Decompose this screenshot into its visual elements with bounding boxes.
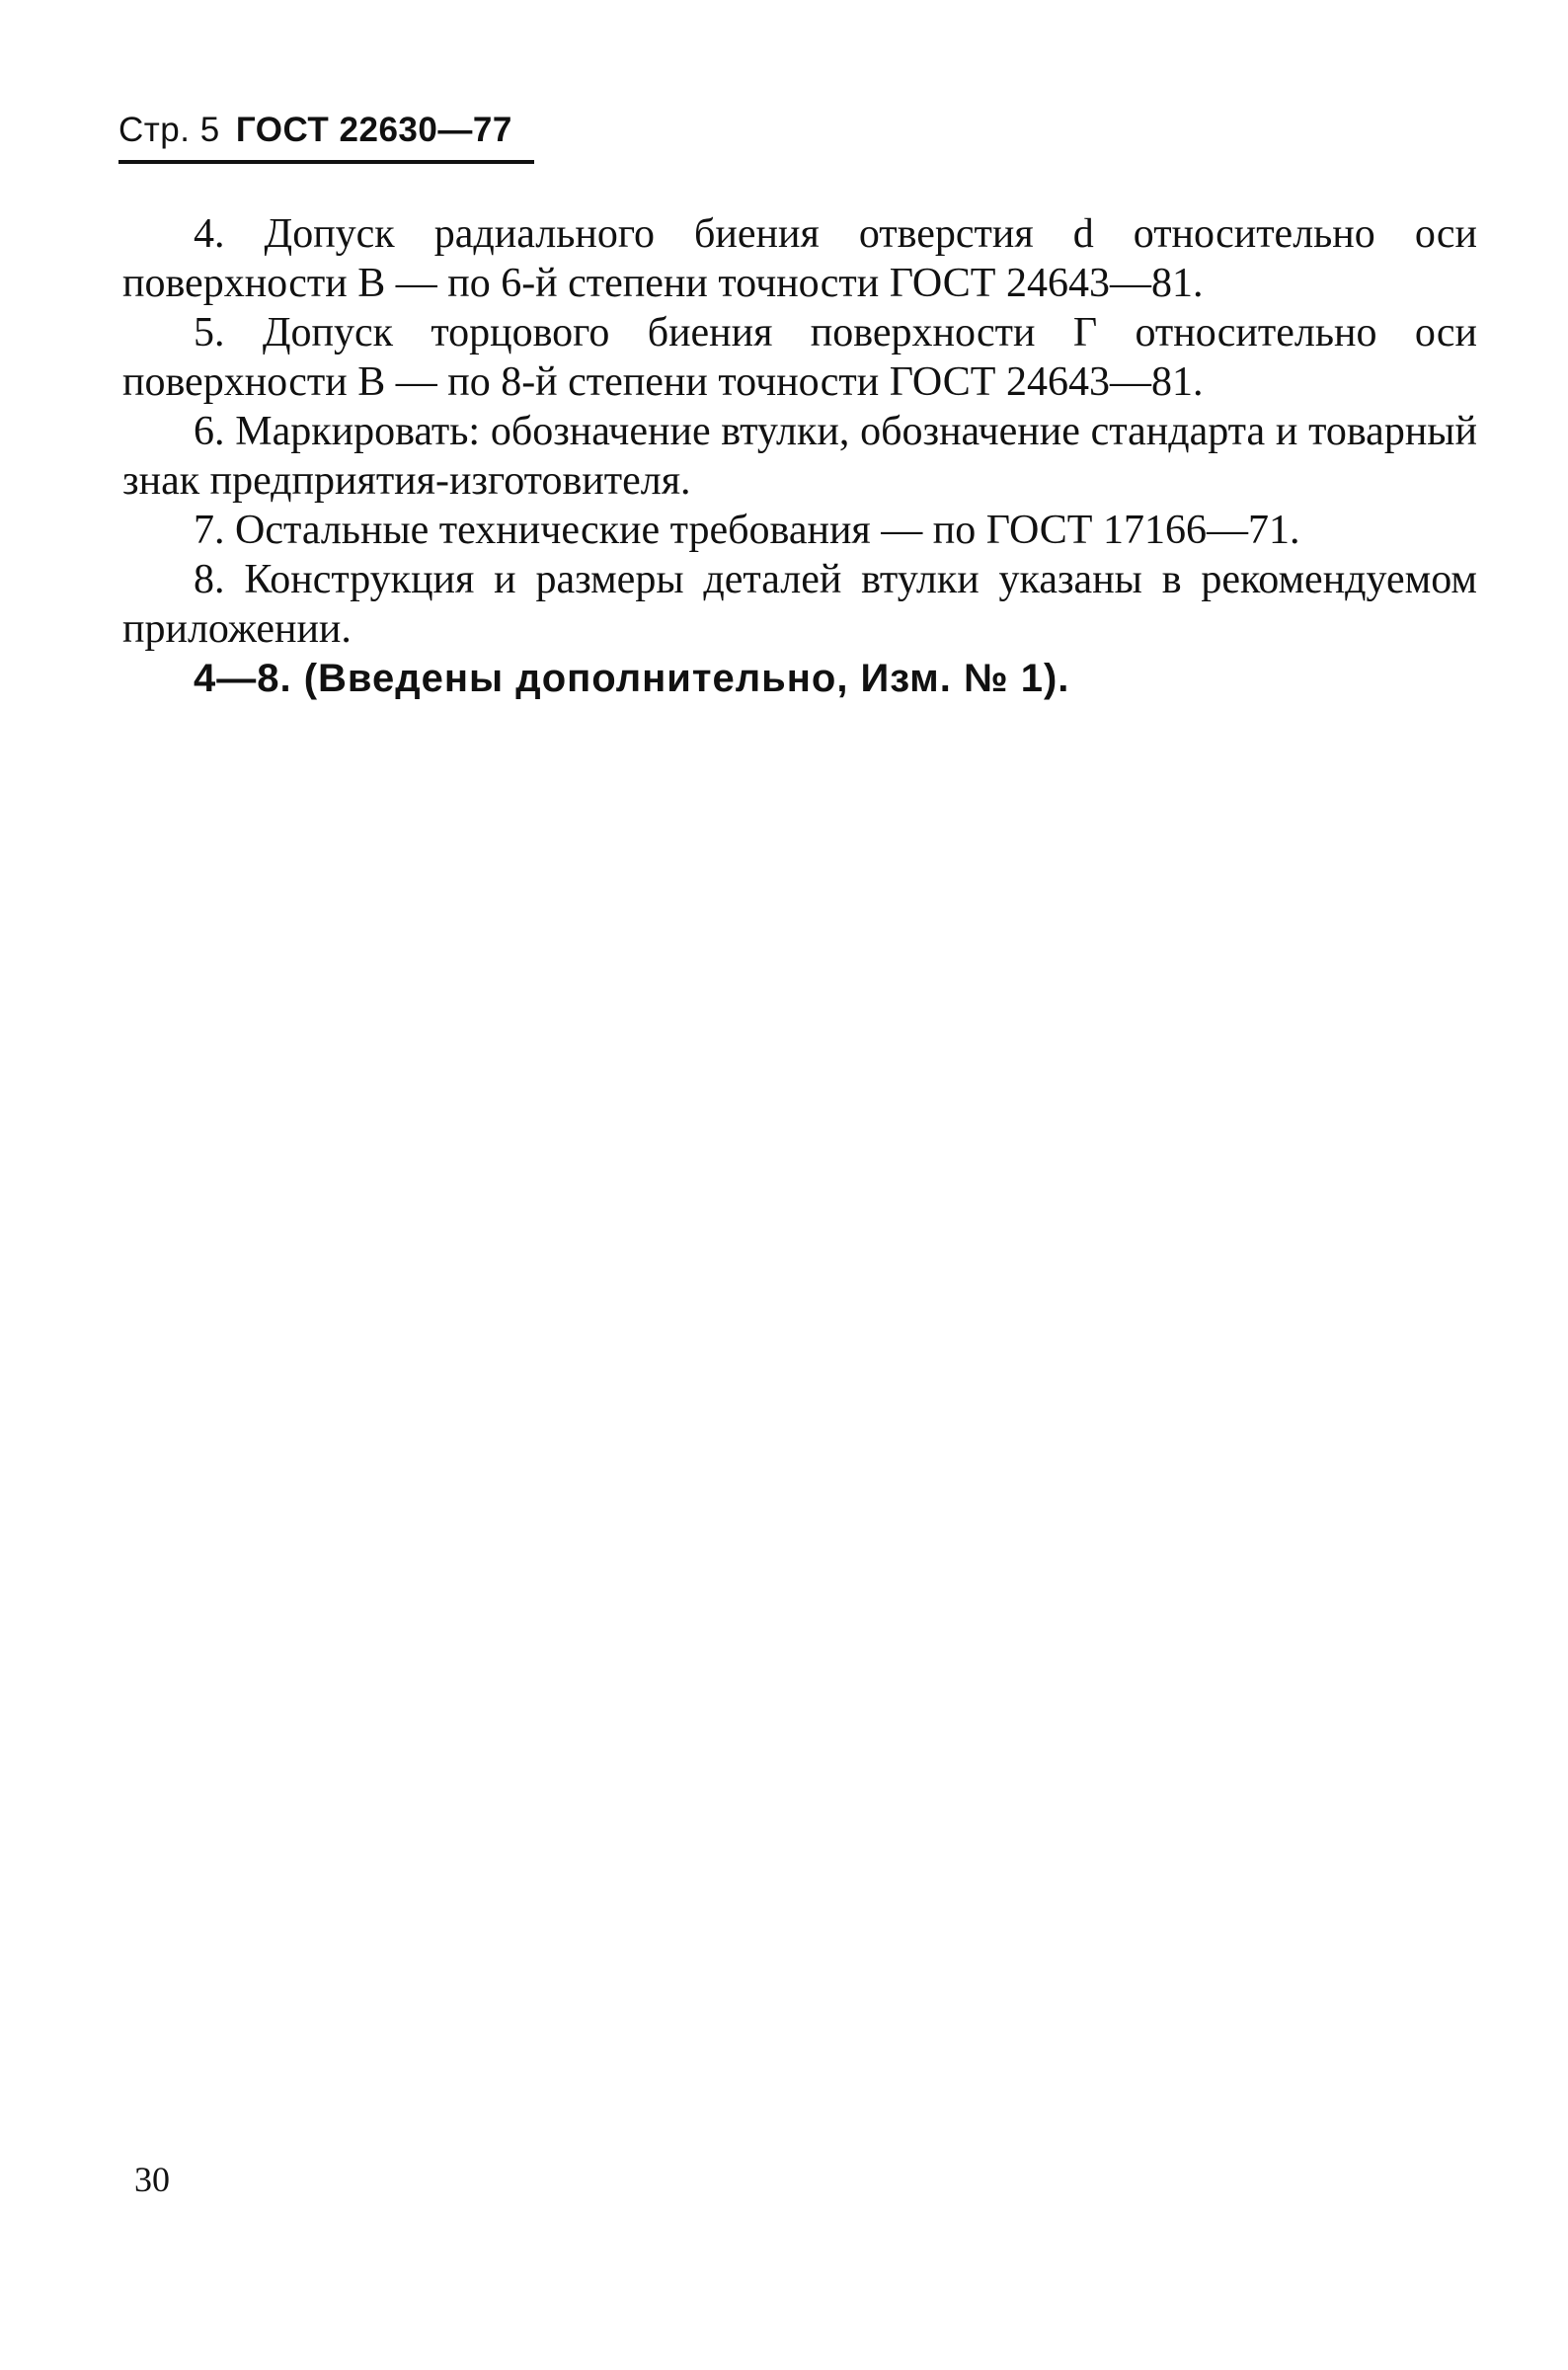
paragraph-6: 6. Маркировать: обозначение втулки, обозначение стандарта и товарный знак предприятия-изготовителя. [122, 409, 1477, 504]
paragraph-4: 4. Допуск радиального биения отверстия d относительно оси поверхности В — по 6-й степени точности ГОСТ 24643—81. [122, 211, 1477, 306]
standard-designation: ГОСТ 22630—77 [235, 111, 512, 149]
header-rule [118, 160, 534, 164]
amendment-note: 4—8. (Введены дополнительно, Изм. № 1). [194, 657, 1070, 700]
paragraph-8: 8. Конструкция и размеры деталей втулки указаны в рекомендуемом приложении. [122, 557, 1477, 652]
running-header [118, 111, 512, 150]
page-label: Стр. 5 [118, 111, 220, 149]
requirements-text [122, 209, 1477, 703]
paragraph-5: 5. Допуск торцового биения поверхности Г относительно оси поверхности В — по 8-й степени точности ГОСТ 24643—81. [122, 310, 1477, 405]
page-number: 30 [134, 2160, 170, 2199]
paragraph-7: 7. Остальные технические требования — по ГОСТ 17166—71. [194, 508, 1300, 553]
